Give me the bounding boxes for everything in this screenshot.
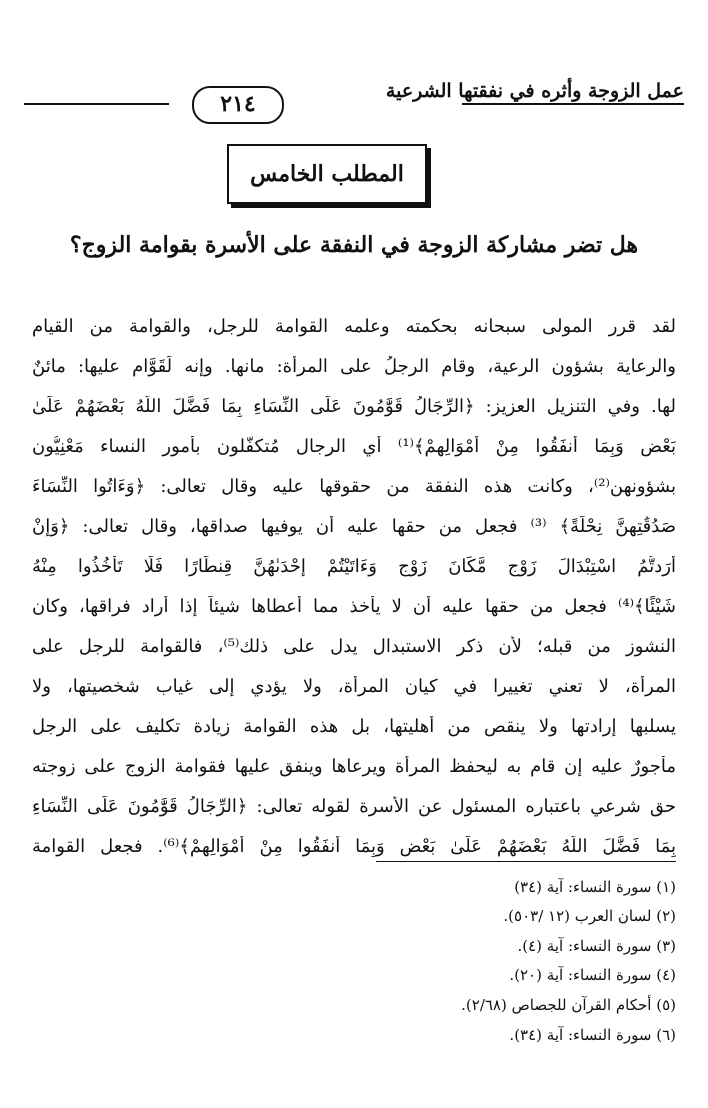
page-number: ٢١٤ [192,86,284,124]
body-line: النشوز من قبله؛ لأن ذكر الاستبدال يدل على ذلك⁽⁵⁾، فالقوامة للرجل على [32,636,676,657]
header-rule-right [462,103,684,105]
body-line: والرعاية بشؤون الرعية، وقام الرجلُ على المرأة: مانها. وإنه لَقَوَّام عليها: مائنٌ [32,356,676,377]
body-line: بشؤونهن⁽²⁾، وكانت هذه النفقة من حقوقها عليه وقال تعالى: ﴿وَءَاتُوا النِّسَاءَ [32,476,676,497]
footnote: (٥) أحكام القرآن للجصاص (٢/٦٨). [461,996,676,1014]
footnote: (٦) سورة النساء: آية (٣٤). [509,1026,676,1044]
footnote: (٢) لسان العرب (١٢ /٥٠٣). [503,907,676,925]
footnote-separator [376,861,676,862]
body-line: لها. وفي التنزيل العزيز: ﴿الرِّجَالُ قَوَّٰمُونَ عَلَى النِّسَاءِ بِمَا فَضَّلَ اللَّهُ بَعْضَهُمْ عَلَىٰ [32,396,676,417]
body-line: بِمَا فَضَّلَ اللَّهُ بَعْضَهُمْ عَلَىٰ بَعْضٍ وَبِمَا أَنفَقُوا مِنْ أَمْوَالِهِمْ﴾⁽⁶⁾. فجعل القوامة [32,836,676,857]
body-line: يسلبها إرادتها ولا ينقص من أهليتها، بل هذه القوامة زيادة تكليف على الرجل [32,716,676,737]
footnote: (١) سورة النساء: آية (٣٤) [514,878,676,896]
body-line: بَعْضٍ وَبِمَا أَنفَقُوا مِنْ أَمْوَالِهِمْ﴾⁽¹⁾ أي الرجال مُتكفّلون بأُمور النساء مَعْنِيُّون [32,436,676,457]
body-line: صَدُقَٰتِهِنَّ نِحْلَةً﴾ ⁽³⁾ فجعل من حقها عليه أن يوفيها صداقها، وقال تعالى: ﴿وَإِنْ [32,516,676,537]
footnote: (٤) سورة النساء: آية (٢٠). [509,966,676,984]
body-line: لقد قرر المولى سبحانه بحكمته وعلمه القوامة للرجل، والقوامة من القيام [32,316,676,337]
body-line: حق شرعي باعتباره المسئول عن الأسرة لقوله تعالى: ﴿الرِّجَالُ قَوَّٰمُونَ عَلَى النِّسَاءِ [32,796,676,817]
header-rule-left [24,103,169,105]
body-line: أَرَدتُّمُ اسْتِبْدَالَ زَوْجٍ مَّكَانَ زَوْجٍ وَءَاتَيْتُمْ إِحْدَىٰهُنَّ قِنطَارًا فَلَا تَأْخُذُوا مِنْهُ [32,556,676,577]
body-line: مأجورٌ عليه إن قام به ليحفظ المرأة ويرعاها وينفق عليها فقوامة الزوج على زوجته [32,756,676,777]
question-heading: هل تضر مشاركة الزوجة في النفقة على الأسرة بقوامة الزوج؟ [69,232,639,258]
body-line: شَيْئًا﴾⁽⁴⁾ فجعل من حقها عليه أن لا يأخذ مما أعطاها شيئاً إذا أراد فراقها، وكان [32,596,676,617]
section-heading: المطلب الخامس [227,144,427,204]
body-line: المرأة، لا تعني تغييرا في كيان المرأة، ولا يؤدي إلى غياب شخصيتها، ولا [32,676,676,697]
running-header [24,70,684,116]
footnote: (٣) سورة النساء: آية (٤). [517,937,676,955]
running-title: عمل الزوجة وأثره في نفقتها الشرعية [385,80,684,102]
